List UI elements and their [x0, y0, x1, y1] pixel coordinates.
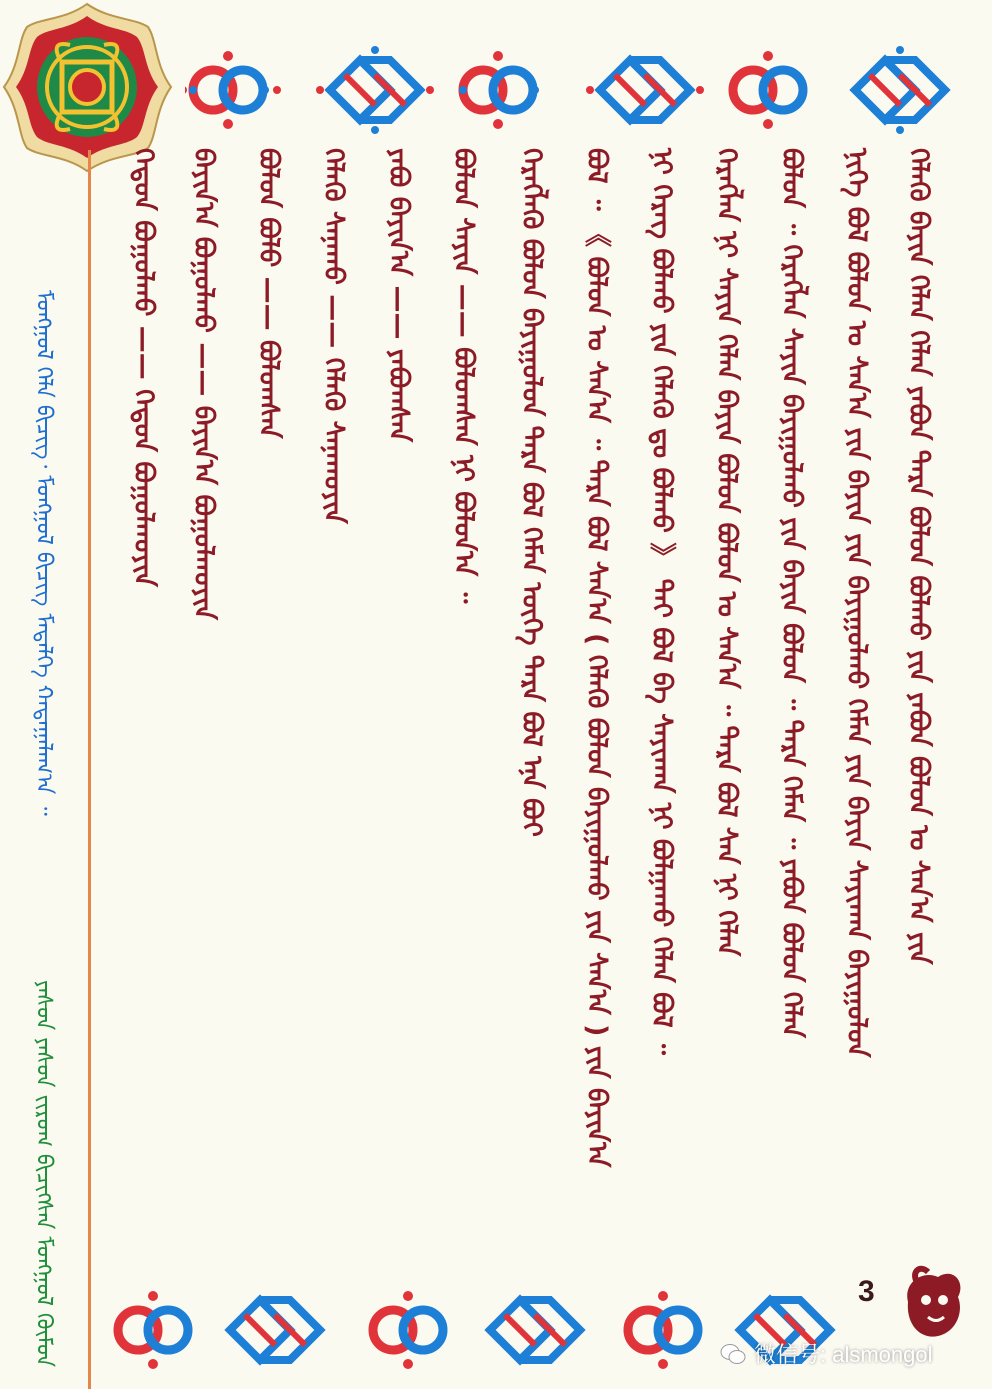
- side-title-blue: ᠮᠣᠩᠭᠣᠯ ᠬᠡᠯᠡ ᠪᠢᠴᠢᠭ᠂ ᠮᠣᠩᠭᠣᠯ ᠪᠢᠴᠢᠭ ᠮᠡᠳᠡᠯᠭᠡ ᠬᠠᠳᠠᠭᠠᠯᠠᠭ᠎ᠠ ᠃: [31, 290, 56, 816]
- body-line: ᠪᠣᠯᠤᠨ ᠃ ᠬᠡᠷᠡᠭᠯᠡᠨ ᠰᠠᠶᠢᠨ ᠪᠠᠶᠢᠭᠤᠯᠬᠤ ᠶᠢᠨ ᠪᠠᠶᠢᠨ ᠪᠣᠯᠤᠨ ᠃ ᠲᠡᠷᠡ ᠬᠡᠮᠡᠨ ᠃ ᠶᠠᠪᠤᠨ ᠪᠣᠯᠤᠨ ᠬᠡᠯᠡᠨ: [776, 148, 807, 1038]
- body-line: ᠬᠡᠷᠡᠭᠯᠡᠬᠦ ᠪᠣᠯᠤᠨ ᠪᠠᠶᠢᠭᠤᠯᠤᠨ ᠲᠡᠷᠡ ᠪᠣᠯ ᠬᠡᠮᠡᠨ ᠦᠭᠡ ᠲᠡᠷᠡ ᠪᠣᠯ ᠡᠨᠡ ᠪᠤᠢ: [516, 148, 547, 837]
- body-line: ᠪᠣᠯᠤᠨ ᠪᠣᠯᠤ —— ᠪᠣᠯᠤᠭᠰᠠᠨ: [253, 148, 284, 439]
- body-line: ᠬᠡᠯᠡᠬᠦ ᠰᠠᠨᠠᠬᠤ —— ᠬᠡᠯᠡᠬᠦ ᠰᠠᠨᠠᠬᠤᠶᠢᠨ: [318, 148, 349, 524]
- body-line: ᠨᠢᠭᠡ ᠪᠣᠯ ᠪᠣᠯᠤᠨ ᠤ ᠰᠠᠨ᠎ᠠ ᠶᠢᠨ ᠪᠠᠶᠢᠨ ᠶᠢᠨ ᠪᠠᠶᠢᠭᠤᠯᠬᠤ ᠬᠡᠮᠡᠨ ᠶᠢᠨ ᠪᠠᠶᠢᠨ ᠰᠠᠶᠢᠬᠠᠨ ᠪᠠᠶᠢᠭᠤᠯᠤᠨ: [841, 148, 872, 1058]
- side-title-green: ᠶᠠᠰᠤᠨ ᠶᠠᠰᠤᠨ ᠵᠢᠷᠤᠭ ᠪᠢᠴᠢᠭᠰᠡᠨ ᠮᠣᠩᠭᠣᠯ ᠬᠦᠮᠦᠨ: [31, 980, 56, 1368]
- body-line: ᠬᠡᠳᠦᠨ ᠪᠤᠭᠤᠯᠬᠤ —— ᠬᠡᠳᠦᠨ ᠪᠤᠭᠤᠯᠬᠤᠶᠢᠨ: [128, 148, 159, 587]
- body-line: ᠨᠢ ᠬᠡᠷᠡᠭ ᠪᠣᠯᠬᠤ ᠶᠢᠨ ᠬᠡᠯᠡᠬᠦ ᠳᠤ ᠪᠣᠯᠬᠤ 》 ᠲᠠᠢ ᠪᠣᠯ ᠪᠠ ᠰᠠᠶᠢᠬᠠᠨ ᠨᠢ ᠪᠣᠯᠭᠠᠬᠤ ᠬᠡᠯᠡᠨ ᠪᠣᠯ ᠃: [646, 148, 677, 1055]
- goat-head-icon: [898, 1262, 968, 1342]
- body-line: ᠪᠣᠯᠤᠨ ᠰᠠᠶᠢᠨ —— ᠪᠣᠯᠤᠭᠰᠠᠨ ᠨᠢ ᠪᠣᠯᠤᠨ᠎ᠠ ᠃: [448, 148, 479, 604]
- vertical-stem: [88, 150, 91, 1389]
- watermark-text: 微信号: alsmongol: [754, 1342, 933, 1367]
- top-ornament-row: [185, 40, 975, 140]
- watermark: [720, 1338, 933, 1369]
- body-line: ᠪᠠᠶᠢᠨ᠎ᠠ ᠪᠤᠭᠤᠯᠬᠤ —— ᠪᠠᠶᠢᠨ᠎ᠠ ᠪᠤᠭᠤᠯᠬᠤᠶᠢᠨ: [188, 148, 219, 621]
- page-number: 3: [858, 1275, 875, 1308]
- body-line: ᠶᠠᠪᠤ ᠪᠠᠶᠢᠨ᠎ᠠ —— ᠶᠠᠪᠤᠭᠰᠠᠨ: [383, 148, 414, 443]
- body-line: ᠬᠡᠯᠡᠬᠦ ᠪᠠᠶᠢᠨ ᠬᠡᠯᠡᠨ ᠬᠡᠯᠡᠨ ᠶᠠᠪᠤᠨ ᠲᠡᠷᠡ ᠪᠣᠯᠤᠨ ᠪᠣᠯᠬᠤ ᠶᠢᠨ ᠶᠠᠪᠤᠨ ᠪᠣᠯᠤᠨ ᠤ ᠰᠠᠨ᠎ᠠ ᠶᠢᠨ: [903, 148, 934, 965]
- body-line: ᠪᠣᠯ ᠃ 《 ᠪᠣᠯᠤᠨ ᠤ ᠰᠠᠨ᠎ᠠ ᠃ ᠲᠡᠷᠡ ᠪᠣᠯ ᠰᠠᠨ᠎ᠠ ( ᠬᠡᠯᠡᠬᠦ ᠪᠣᠯᠤᠨ ᠪᠠᠶᠢᠭᠤᠯᠬᠤ ᠶᠢᠨ ᠰᠠᠨ᠎ᠠ ) ᠶᠢᠨ ᠪᠠᠶᠢᠨ᠎ᠠ: [581, 148, 612, 1168]
- wechat-icon: [720, 1341, 746, 1367]
- body-line: ᠬᠡᠷᠡᠭᠯᠡᠨ ᠨᠢ ᠰᠠᠶᠢᠨ ᠬᠡᠯᠡᠨ ᠪᠠᠶᠢᠨ ᠪᠣᠯᠤᠨ ᠪᠣᠯᠤᠨ ᠤ ᠰᠠᠨ᠎ᠠ ᠃ ᠲᠡᠷᠡ ᠪᠣᠯ ᠰᠠᠨ ᠨᠢ ᠬᠡᠯᠡᠨ: [711, 148, 742, 957]
